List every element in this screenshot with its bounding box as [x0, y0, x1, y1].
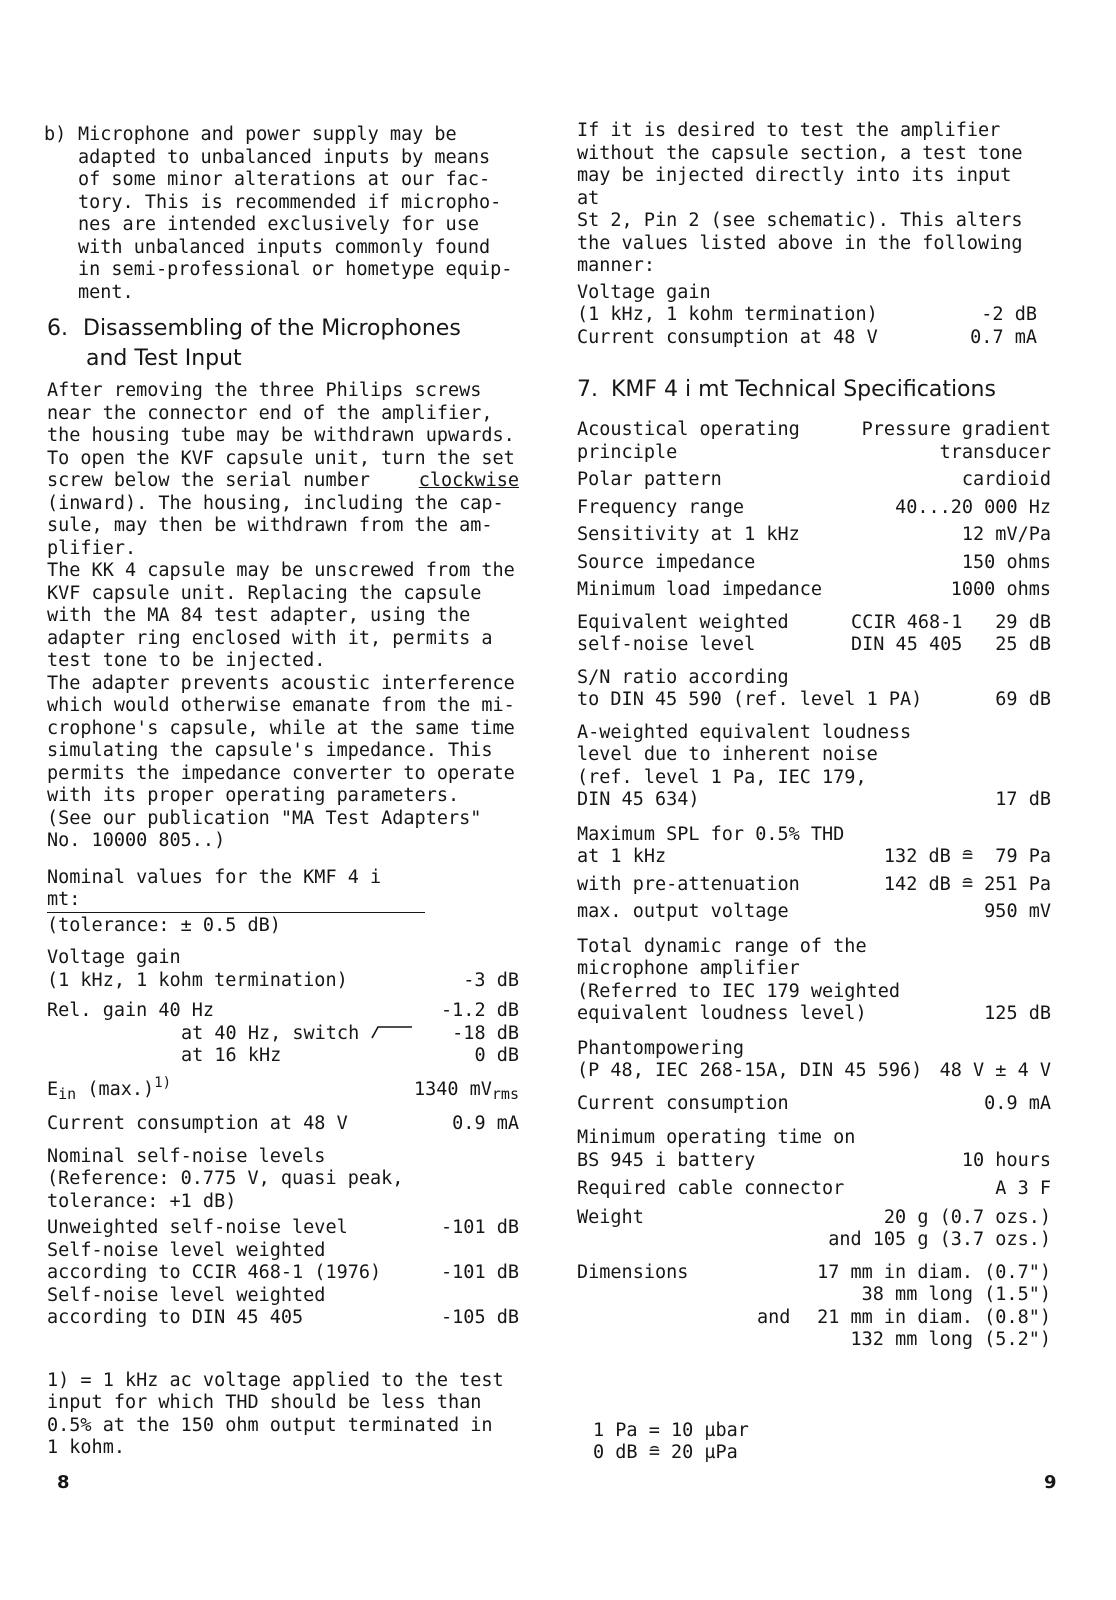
spec-label: at 40 Hz, switch [181, 1022, 360, 1044]
spec-label: Voltage gain [47, 947, 181, 968]
spec-value: 48 V ± 4 V [939, 1060, 1051, 1081]
paragraph-test-amplifier [577, 120, 1037, 278]
item-b-marker: b) [44, 124, 67, 145]
spec-value: -2 dB [981, 304, 1037, 325]
spec-value: 1000 ohms [950, 579, 1051, 600]
spec-value: 10 hours [961, 1149, 1051, 1171]
text-line: near the connector end of the amplifier, [47, 402, 493, 424]
spec-label: Weight [577, 1206, 644, 1228]
spec-label: Sensitivity at 1 kHz [577, 524, 800, 545]
spec-label: (P 48, IEC 268-15A, DIN 45 596) [577, 1060, 923, 1081]
text-line: (inward). The housing, including the cap- [47, 492, 504, 514]
text-segment: screw below the serial number [47, 470, 371, 491]
spec-label: Required cable connector [577, 1178, 845, 1199]
spec-row [577, 469, 1051, 492]
spec-label: according to CCIR 468-1 (1976) [47, 1262, 382, 1283]
text-line: ment. [78, 281, 134, 303]
spec-value: 21 mm in diam. (0.8") [817, 1306, 1051, 1328]
spec-row [577, 1150, 1051, 1173]
spec-label: Equivalent weighted [577, 611, 789, 633]
unit-definitions [577, 1420, 1063, 1465]
spec-label: S/N ratio according [577, 666, 789, 688]
heading-line: and Test Input [86, 346, 242, 371]
spec-label: Current consumption at 48 V [577, 326, 878, 348]
text-line: (See our publication "MA Test Adapters" [47, 807, 482, 829]
altered-values [577, 282, 1037, 350]
spec-value: 17 mm in diam. (0.7") [817, 1261, 1051, 1283]
text-line: with the MA 84 test adapter, using the [47, 605, 471, 626]
text-line: nes are intended exclusively for use [78, 214, 479, 235]
spec-label: Minimum operating time on [577, 1127, 856, 1148]
spec-label: Self-noise level weighted [47, 1239, 326, 1261]
spec-row [577, 442, 1051, 465]
spec-row [577, 846, 1051, 869]
text-line: permits the impedance converter to operate [47, 762, 515, 784]
spec-value: 29 dB [995, 611, 1051, 633]
spec-label: Total dynamic range of the [577, 935, 867, 957]
spec-value: -101 dB [441, 1262, 519, 1283]
spec-label: at 1 kHz [577, 846, 667, 867]
text-line: which would otherwise emanate from the mi- [47, 695, 515, 716]
spec-value: -101 dB [441, 1217, 519, 1238]
spec-label-group [577, 936, 1051, 1004]
spec-row [577, 579, 1051, 602]
page-number-left: 8 [57, 1472, 70, 1493]
spec-row [577, 901, 1051, 924]
spec-row [577, 304, 1037, 327]
spec-standard: DIN 45 405 [851, 634, 963, 655]
text-line: with unbalanced inputs commonly found [78, 236, 491, 258]
spec-label: max. output voltage [577, 901, 789, 922]
text-line: the housing tube may be withdrawn upwards. [47, 425, 515, 446]
spec-value: -18 dB [452, 1022, 519, 1044]
ein-text: (max.) [76, 1078, 155, 1100]
spec-label: (1 kHz, 1 kohm termination) [577, 304, 878, 325]
spec-label: (ref. level 1 Pa, IEC 179, [577, 766, 867, 788]
spec-label: at 16 kHz [181, 1045, 282, 1066]
spec-value: 0.9 mA [452, 1113, 519, 1134]
text-line: manner: [577, 255, 655, 276]
heading-line: Disassembling of the Microphones [83, 316, 461, 341]
spec-label: Source impedance [577, 551, 756, 573]
spec-label: BS 945 i battery [577, 1149, 756, 1171]
spec-label: principle [577, 441, 678, 463]
technical-specifications [577, 419, 1051, 1352]
text-line [47, 470, 519, 493]
text-line: without the capsule section, a test tone [577, 142, 1023, 164]
spec-value: 0.9 mA [984, 1092, 1051, 1114]
ein-symbol: E [47, 1078, 59, 1100]
text-line: plifier. [47, 537, 137, 559]
spec-value: 150 ohms [961, 551, 1051, 573]
text-line: The KK 4 capsule may be unscrewed from the [47, 560, 515, 581]
spec-row [577, 634, 1051, 657]
spec-value: A 3 F [995, 1178, 1051, 1199]
spec-label: Rel. gain 40 Hz [47, 1000, 215, 1021]
tolerance: (tolerance: ± 0.5 dB) [47, 914, 281, 936]
spec-row [577, 689, 1051, 712]
left-column [44, 124, 519, 1460]
value-subscript: rms [491, 1084, 519, 1103]
text-line: After removing the three Philips screws [47, 380, 482, 401]
spec-row [577, 1093, 1051, 1116]
spec-row [47, 1000, 519, 1023]
heading-line: KMF 4 i mt Technical Specifications [611, 377, 996, 402]
spec-label: Dimensions [577, 1261, 689, 1283]
section-6-heading [47, 314, 519, 374]
spec-row [577, 1307, 1051, 1330]
switch-symbol-icon [370, 1025, 414, 1039]
text-line: No. 10000 805..) [47, 830, 226, 851]
spec-row [47, 1307, 519, 1330]
text-line: 1 Pa = 10 µbar [593, 1419, 749, 1441]
footnote-ref: 1) [154, 1074, 172, 1091]
spec-label: (1 kHz, 1 kohm termination) [47, 969, 348, 991]
spec-row [47, 1072, 519, 1106]
text-line: KVF capsule unit. Replacing the capsule [47, 582, 482, 604]
spec-value: 69 dB [995, 689, 1051, 710]
spec-label: Maximum SPL for 0.5% THD [577, 823, 845, 845]
text-line: may be injected directly into its input at [577, 165, 1012, 209]
spec-value: 38 mm long (1.5") [861, 1284, 1051, 1305]
spec-value: 0.7 mA [970, 326, 1037, 348]
spec-label: to DIN 45 590 (ref. level 1 PA) [577, 689, 923, 710]
ein-value [414, 1079, 519, 1106]
spec-row [577, 1003, 1051, 1026]
spec-value: 12 mV/Pa [961, 524, 1051, 545]
right-column [577, 120, 1063, 1465]
footnote [47, 1370, 519, 1460]
spec-row [577, 524, 1051, 547]
spec-label-group [577, 722, 1051, 790]
text-line: adapter ring enclosed with it, permits a [47, 627, 493, 649]
nominal-values [47, 867, 519, 1330]
noise-levels-label [47, 1146, 519, 1214]
underlined-word: clockwise [418, 470, 519, 491]
spec-row [577, 1178, 1051, 1201]
spec-row [577, 1060, 1051, 1083]
spec-label: level due to inherent noise [577, 744, 878, 765]
spec-label: Voltage gain [577, 281, 711, 303]
spec-value: transducer [939, 441, 1051, 463]
spec-label: Self-noise level weighted [47, 1284, 326, 1306]
text-line: the values listed above in the following [577, 232, 1023, 254]
spec-label: self-noise level [577, 634, 756, 655]
spec-row [47, 1262, 519, 1285]
spec-label: with pre-attenuation [577, 873, 800, 895]
spec-row [577, 1207, 1051, 1230]
spec-label: Frequency range [577, 496, 745, 518]
spec-label: according to DIN 45 405 [47, 1307, 304, 1328]
spec-label: Current consumption at 48 V [47, 1113, 348, 1134]
spec-value: 125 dB [984, 1003, 1051, 1024]
text-line: tory. This is recommended if micropho- [78, 191, 502, 213]
spec-value: 20 g (0.7 ozs.) [883, 1206, 1051, 1228]
spec-label: equivalent loudness level) [577, 1003, 867, 1024]
spec-row [47, 1113, 519, 1136]
spec-value: 132 mm long (5.2") [850, 1329, 1051, 1350]
spec-label: Acoustical operating [577, 419, 800, 440]
spec-row [47, 1045, 519, 1068]
text-line: Microphone and power supply may be [78, 124, 457, 145]
text-line: of some minor alterations at our fac- [78, 169, 491, 190]
spec-label: Minimum load impedance [577, 579, 823, 600]
spec-row [47, 1023, 519, 1046]
text-line: The adapter prevents acoustic interference [47, 672, 515, 694]
text-line: 0.5% at the 150 ohm output terminated in [47, 1414, 493, 1436]
spec-standard: CCIR 468-1 [851, 611, 963, 633]
spec-row [577, 1262, 1051, 1285]
spec-row [47, 970, 519, 993]
spec-connector: and [757, 1306, 791, 1328]
spec-row [577, 419, 1051, 442]
spec-label: Polar pattern [577, 469, 722, 490]
spec-value: and 105 g (3.7 ozs.) [828, 1229, 1051, 1250]
spec-label: microphone amplifier [577, 958, 800, 979]
text-line: simulating the capsule's impedance. This [47, 740, 493, 761]
spec-label: Phantompowering [577, 1037, 745, 1059]
spec-value: 17 dB [995, 789, 1051, 810]
spec-row [577, 874, 1051, 897]
text-line: St 2, Pin 2 (see schematic). This alters [577, 210, 1023, 231]
spec-value: 950 mV [984, 901, 1051, 922]
spec-row [577, 1284, 1051, 1307]
spec-value: 132 dB ≘ 79 Pa [883, 846, 1051, 867]
spec-label-group [47, 1023, 414, 1046]
ein-subscript: in [58, 1084, 77, 1103]
spec-value: 25 dB [995, 634, 1051, 655]
text-line: 0 dB ≘ 20 µPa [593, 1442, 738, 1463]
spec-label: DIN 45 634) [577, 789, 700, 810]
text-line: If it is desired to test the amplifier [577, 120, 1001, 141]
spec-row [577, 612, 1051, 635]
spec-row [47, 1217, 519, 1240]
spec-label: (Referred to IEC 179 weighted [577, 980, 901, 1002]
item-b-text [78, 124, 519, 304]
section-7-heading [577, 375, 1063, 405]
ein-label [47, 1072, 171, 1106]
spec-row [577, 1329, 1051, 1352]
spec-value: -3 dB [463, 969, 519, 991]
heading-number: 7. [577, 377, 598, 402]
spec-label: A-weighted equivalent loudness [577, 721, 912, 743]
text-line: with its proper operating parameters. [47, 785, 460, 806]
text-line: sule, may then be withdrawn from the am- [47, 515, 493, 536]
spec-value: Pressure gradient [861, 419, 1051, 440]
spec-row [577, 1229, 1051, 1252]
spec-value: 142 dB ≘ 251 Pa [883, 873, 1051, 895]
spec-value: cardioid [961, 469, 1051, 490]
spec-value: 0 dB [474, 1045, 519, 1066]
text-line: tolerance: +1 dB) [47, 1190, 237, 1212]
spec-value: 40...20 000 Hz [895, 496, 1051, 518]
spec-row [577, 552, 1051, 575]
spec-row [577, 497, 1051, 520]
text-line: input for which THD should be less than [47, 1392, 482, 1413]
text-line: 1) = 1 kHz ac voltage applied to the test [47, 1369, 504, 1391]
text-line: To open the KVF capsule unit, turn the set [47, 447, 515, 469]
spec-label: Current consumption [577, 1092, 789, 1114]
text-line: 1 kohm. [47, 1437, 125, 1458]
text-line: adapted to unbalanced inputs by means [78, 146, 491, 168]
spec-row [577, 789, 1051, 812]
spec-value: -105 dB [441, 1307, 519, 1328]
text-line: test tone to be injected. [47, 650, 326, 671]
nominal-title: Nominal values for the KMF 4 i mt: [47, 867, 425, 913]
page-number-right: 9 [1044, 1472, 1057, 1493]
text-line: Nominal self-noise levels [47, 1145, 326, 1167]
text-line: (Reference: 0.775 V, quasi peak, [47, 1168, 404, 1189]
text-line: crophone's capsule, while at the same time [47, 717, 515, 739]
spec-label: Unweighted self-noise level [47, 1217, 348, 1238]
spec-value: -1.2 dB [441, 1000, 519, 1021]
spec-row [577, 327, 1037, 350]
spec-value: 1340 mV [413, 1078, 492, 1100]
heading-number: 6. [47, 316, 68, 341]
item-b [44, 124, 519, 304]
paragraph-disassembly [47, 380, 519, 853]
text-line: in semi-professional or hometype equip- [78, 259, 513, 280]
